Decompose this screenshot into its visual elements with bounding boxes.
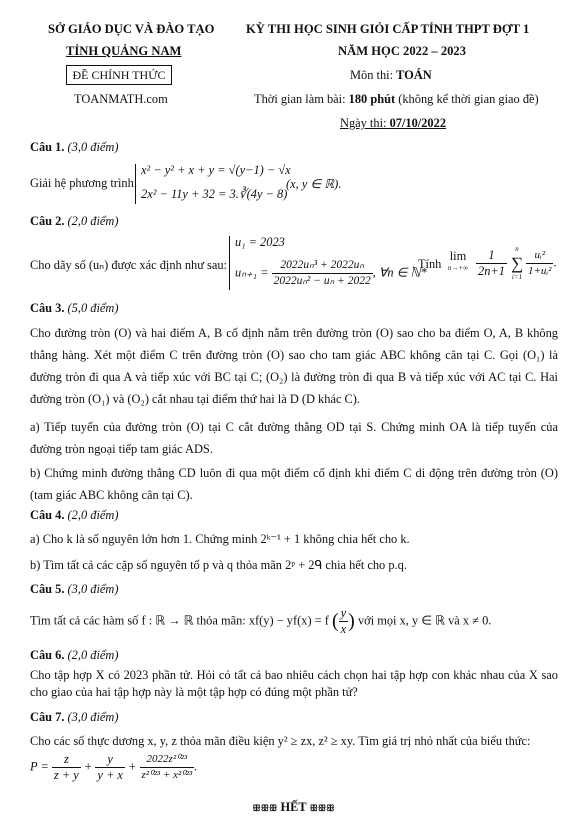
- school-year: NĂM HỌC 2022 – 2023: [338, 44, 467, 58]
- q2-recurrence: [235, 258, 427, 289]
- q4-part-b: b) Tìm tất cả các cặp số nguyên tố p và q thỏa mãn 2ᵖ + 2ᑫ chia hết cho p.q.: [30, 558, 407, 572]
- q2-intro: Cho dãy số (uₙ) được xác định như sau:: [30, 258, 227, 272]
- subject-label: Môn thi:: [350, 68, 397, 82]
- date-label: Ngày thi:: [340, 116, 390, 130]
- q7-body: Cho các số thực dương x, y, z thỏa mãn điều kiện y² ≥ zx, z² ≥ xy. Tìm giá trị nhỏ nhất của biểu thức:: [30, 734, 531, 748]
- fraction-denominator: x: [340, 622, 347, 636]
- term-1: [52, 752, 81, 783]
- subject-line: [350, 68, 432, 83]
- q2-u1: u₁ = 2023: [235, 235, 285, 249]
- question-points: (5,0 điểm): [67, 301, 119, 315]
- end-period: .: [553, 255, 557, 270]
- end-period: .: [194, 759, 198, 774]
- subject: TOÁN: [396, 68, 432, 82]
- q7-expression: P = $\frac{z}{z + y}$ + $\frac{y}{y + x}$ + $\frac{\text{2022z²⁰²³}}{\text{z²⁰²³ + x²⁰²³}}$ .: [30, 752, 198, 782]
- question-number: Câu 3.: [30, 301, 65, 315]
- q1-equation-1: x² − y² + x + y = √(y−1) − √x: [141, 163, 291, 177]
- question-points: (3,0 điểm): [67, 582, 119, 596]
- q1-condition: (x, y ∈ ℝ).: [286, 177, 342, 191]
- date-value: 07/10/2022: [389, 116, 447, 130]
- ornament-left: ꕥꕥꕥ: [252, 803, 278, 813]
- term-3: [140, 752, 198, 783]
- question-points: (2,0 điểm): [67, 508, 119, 522]
- q5-lead: Tìm tất cả các hàm số f : ℝ → ℝ thỏa mãn: xf(y) − yf(x) = f: [30, 613, 329, 628]
- ornament-right: ꕥꕥꕥ: [309, 803, 335, 813]
- q4-part-a: a) Cho k là số nguyên lớn hơn 1. Chứng minh 2ᵏ⁻¹ + 1 không chia hết cho k.: [30, 532, 410, 546]
- question-3-heading: [30, 301, 118, 316]
- fraction-denominator: 2022uₙ² − uₙ + 2022: [273, 275, 371, 287]
- term-2: [95, 752, 125, 783]
- question-6-heading: [30, 648, 118, 663]
- time-label: Thời gian làm bài:: [254, 92, 349, 106]
- q1-brace: [135, 164, 136, 204]
- q6-body: Cho tập hợp X có 2023 phần tử. Hỏi có tất cả bao nhiêu cách chọn hai tập hợp con khác nhau của X sao cho giao của hai tập hợp này là một tập hợp có đúng một phần tử?: [30, 668, 558, 699]
- sum-upper: n: [515, 245, 519, 253]
- paren-open: (: [332, 610, 339, 632]
- question-points: (2,0 điểm): [67, 648, 119, 662]
- q1-equation-2: 2x² − 11y + 32 = 3.∛(4y − 8): [141, 187, 288, 201]
- date-line: [340, 116, 446, 131]
- question-2-heading: [30, 214, 118, 229]
- q3-body: Cho đường tròn (O) và hai điểm A, B cố định nằm trên đường tròn (O) sao cho ba điểm O, A, B không thẳng hàng. Xét một điểm C trên đường tròn (O) sao cho tam giác ABC không cân tại C. Gọi (O₁) là đường tròn đi qua A và tiếp xúc với BC tại C; (O₂) là đường tròn đi qua B và tiếp xúc với AC tại C. Hai đường tròn (O₁) và (O₂) cắt nhau tại điểm thứ hai là D (D khác C).: [30, 326, 558, 406]
- question-number: Câu 6.: [30, 648, 65, 662]
- time-note: (không kể thời gian giao đề): [395, 92, 539, 106]
- fraction: [476, 248, 507, 279]
- official-label: ĐỀ CHÍNH THỨC: [66, 65, 172, 85]
- question-points: (3,0 điểm): [67, 140, 119, 154]
- question-points: (2,0 điểm): [67, 214, 119, 228]
- time-line: [254, 92, 539, 107]
- recurrence-fraction: [272, 258, 373, 289]
- q2-sum: [508, 244, 526, 283]
- question-points: (3,0 điểm): [67, 710, 119, 724]
- exam-title: KỲ THI HỌC SINH GIỎI CẤP TỈNH THPT ĐỢT 1: [246, 22, 530, 36]
- fraction-denominator: y + x: [97, 768, 123, 782]
- question-number: Câu 1.: [30, 140, 65, 154]
- q2-ask: . Tính: [412, 257, 442, 271]
- q5-statement: [30, 606, 491, 637]
- fraction-denominator: 1+uᵢ²: [528, 265, 552, 277]
- q3-part-b: b) Chứng minh đường thẳng CD luôn đi qua một điểm cố định khi điểm C di động trên đường tròn (O) (tam giác ABC không cân tại C).: [30, 466, 558, 502]
- province-name: TỈNH QUẢNG NAM: [66, 44, 182, 58]
- question-number: Câu 7.: [30, 710, 65, 724]
- question-5-heading: [30, 582, 118, 597]
- time-value: 180 phút: [348, 92, 396, 106]
- fraction-numerator: uᵢ²: [526, 248, 553, 264]
- recurrence-left: uₙ₊₁ =: [235, 265, 269, 280]
- fraction-numerator: y: [340, 606, 347, 620]
- fraction: [526, 248, 553, 279]
- fraction-numerator: 2022uₙ³ + 2022uₙ: [272, 258, 373, 274]
- question-number: Câu 2.: [30, 214, 65, 228]
- q2-limit: [444, 250, 472, 274]
- fraction-numerator: 1: [476, 248, 507, 264]
- q2-frac-2: [526, 248, 557, 279]
- question-number: Câu 5.: [30, 582, 65, 596]
- question-1-heading: [30, 140, 118, 155]
- end-text: HẾT: [280, 800, 307, 814]
- end-marker: [0, 800, 587, 815]
- fraction-denominator: z²⁰²³ + x²⁰²³: [141, 769, 193, 781]
- limit-subscript: n→+∞: [447, 264, 469, 272]
- q1-intro: Giải hệ phương trình:: [30, 176, 138, 190]
- question-4-heading: [30, 508, 118, 523]
- question-7-heading: [30, 710, 118, 725]
- p-left: P =: [30, 759, 49, 774]
- fraction-denominator: z + y: [53, 768, 79, 782]
- q5-tail: với mọi x, y ∈ ℝ và x ≠ 0.: [354, 613, 492, 628]
- q3-part-a: a) Tiếp tuyến của đường tròn (O) tại C cắt đường thẳng OD tại S. Chứng minh OA là tiếp tuyến của đường tròn ngoại tiếp tam giác ADS.: [30, 420, 558, 456]
- department-name: SỞ GIÁO DỤC VÀ ĐÀO TẠO: [48, 22, 215, 36]
- paren-close: ): [348, 610, 355, 632]
- fraction-numerator: y: [95, 752, 125, 768]
- website: TOANMATH.com: [74, 92, 168, 106]
- question-number: Câu 4.: [30, 508, 65, 522]
- sum-sign: ∑: [510, 254, 524, 273]
- q5-argument: [339, 606, 349, 637]
- q2-brace: [229, 236, 230, 290]
- recurrence-condition: , ∀n ∈ ℕ*: [372, 265, 427, 280]
- fraction-numerator: z: [52, 752, 81, 768]
- q2-frac-1: [476, 248, 507, 279]
- fraction-numerator: 2022z²⁰²³: [140, 752, 195, 768]
- limit-symbol: lim: [449, 249, 467, 263]
- fraction-denominator: 2n+1: [478, 264, 505, 278]
- sum-lower: i=1: [511, 273, 523, 281]
